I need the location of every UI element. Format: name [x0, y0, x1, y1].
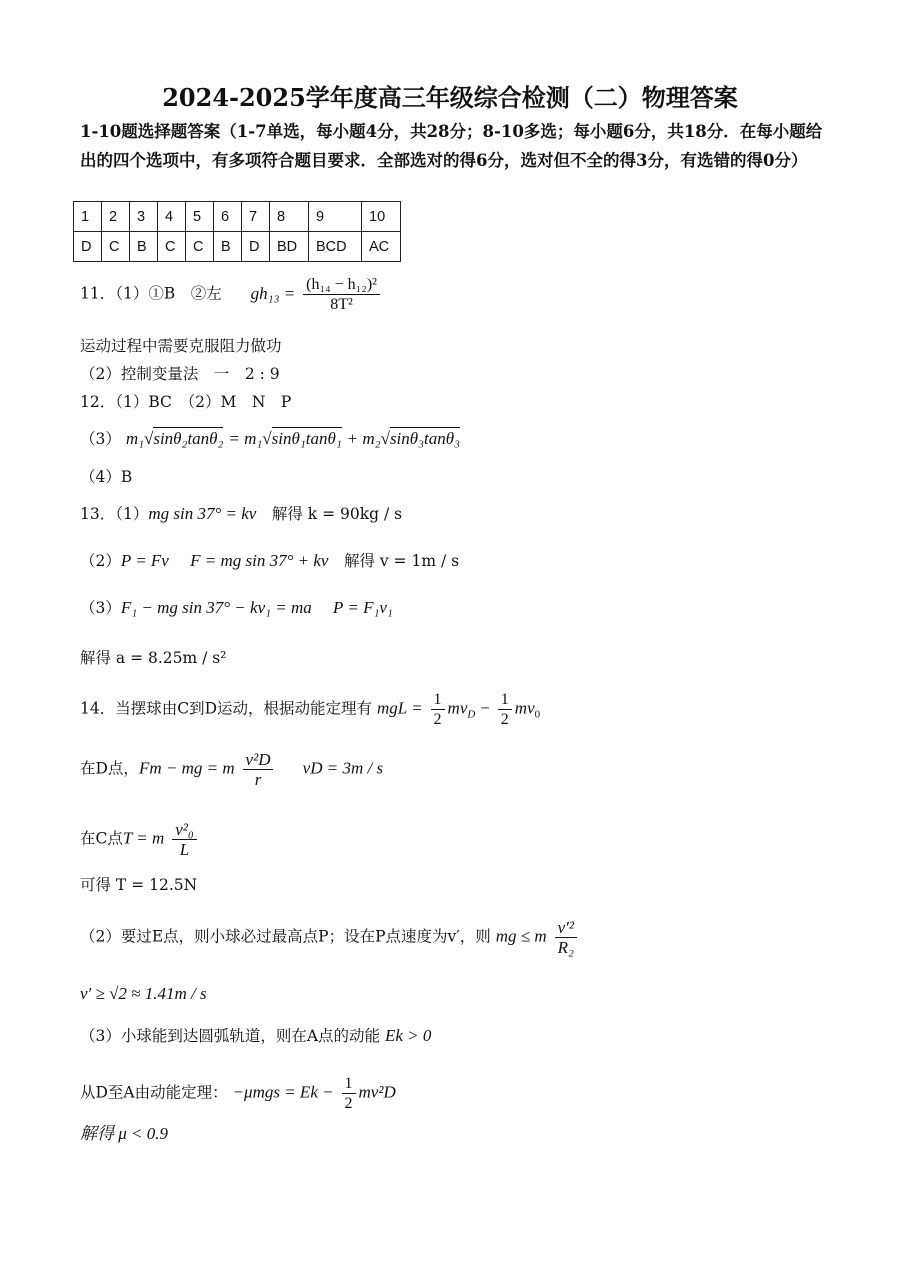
q11-label: 11．（1）①B ②左: [80, 284, 222, 303]
q12-part4: （4）B: [80, 468, 133, 486]
q14-half-fraction: [342, 1074, 356, 1113]
fraction-numerator: v²₀: [172, 820, 197, 840]
q14-part2-fraction: [555, 918, 577, 957]
q13-part1-result: 解得 k = 90kg / s: [256, 505, 403, 523]
choice-section-intro: 1-10题选择题答案（1-7单选，每小题4分，共28分；8-10多选；每小题6分，共18分．在每小题给出的四个选项中，有多项符合题目要求．全部选对的得6分，选对但不全的得3分，有选错的得0分）: [80, 122, 823, 170]
q14-part2-text: （2）要过E点，则小球必过最高点P；设在P点速度为v′，则: [80, 927, 491, 946]
q14-line2-value: vD = 3m / s: [281, 758, 384, 778]
table-cell: 1: [74, 202, 102, 232]
q14-subscript: D: [467, 708, 476, 721]
q13-part2-equation: P = Fv F = mg sin 37° + kv: [120, 551, 329, 570]
answer-table-number-row: [74, 202, 401, 232]
q14-line3-text: 在C点: [80, 829, 123, 848]
q14-part3b-tail: mv²D: [358, 1082, 396, 1102]
q14-part3: [80, 1025, 431, 1047]
q14-part3b-eq: −μmgs = Ek −: [232, 1082, 334, 1102]
fraction-numerator: 1: [342, 1074, 356, 1094]
q11-fraction-denominator: 8T²: [330, 296, 353, 313]
q14-half-fraction: [498, 690, 512, 729]
q14-line3: [80, 820, 200, 859]
q13-result: 解得 a = 8.25m / s²: [80, 649, 227, 667]
table-cell: 9: [309, 202, 362, 232]
q11-part2: （2）控制变量法 一 2 : 9: [80, 365, 280, 383]
q12-term: m₁: [125, 429, 144, 448]
q14-line2-fraction: [243, 750, 274, 789]
fraction-numerator: v²D: [243, 750, 274, 770]
table-cell: B: [214, 232, 242, 262]
table-cell: BCD: [309, 232, 362, 262]
q13-part1-equation: mg sin 37° = kv: [148, 504, 257, 523]
q14-line1-text: 14．当摆球由C到D运动，根据动能定理有: [80, 699, 373, 718]
table-cell: B: [130, 232, 158, 262]
q12-radicand: sinθ₃tanθ₃: [389, 429, 461, 448]
answer-table-answer-row: [74, 232, 401, 262]
q14-line1: [80, 690, 540, 729]
page-title: 2024-2025学年度高三年级综合检测（二）物理答案: [162, 83, 738, 112]
q14-part2-result: [80, 983, 207, 1005]
q14-term: mv: [514, 698, 535, 718]
q14-final-eq: 解得 μ < 0.9: [80, 1124, 169, 1143]
table-cell: C: [158, 232, 186, 262]
q13-part1: [80, 503, 402, 525]
q14-part3b: [80, 1074, 396, 1113]
q13-part2-label: （2）: [80, 552, 121, 570]
q12-term: = m₁: [228, 429, 263, 448]
q14-final: [80, 1123, 168, 1145]
fraction-numerator: v′²: [555, 918, 577, 938]
table-cell: 10: [362, 202, 401, 232]
q11-part1: [80, 275, 383, 314]
q14-subscript: 0: [534, 708, 541, 721]
q14-part3-eq: Ek > 0: [385, 1026, 432, 1045]
fraction-numerator: 1: [431, 690, 445, 710]
q11-fraction-numerator: (h₁₄ − h₁₂)²: [303, 275, 380, 295]
q12-part3: （3） m₁√sinθ₂tanθ₂ = m₁√sinθ₁tanθ₁ + m₂√sinθ₃tanθ₃: [80, 429, 461, 448]
fraction-denominator: R₂: [557, 938, 574, 957]
table-cell: 7: [242, 202, 270, 232]
table-cell: 3: [130, 202, 158, 232]
q13-part1-label: 13．（1）: [80, 505, 149, 523]
q12-radicand: sinθ₁tanθ₁: [271, 429, 342, 448]
q13-part2-result: 解得 v = 1m / s: [328, 552, 460, 570]
fraction-denominator: r: [254, 770, 262, 789]
q12-part3-label: （3）: [80, 430, 121, 448]
q14-part3b-text: 从D至A由动能定理：: [80, 1083, 228, 1102]
fraction-denominator: L: [179, 840, 190, 859]
q14-line1-lhs: mgL =: [376, 698, 423, 718]
table-cell: 6: [214, 202, 242, 232]
fraction-denominator: 2: [344, 1095, 353, 1112]
q13-part3-label: （3）: [80, 599, 121, 617]
q11-note: 运动过程中需要克服阻力做功: [80, 337, 282, 355]
fraction-numerator: 1: [498, 690, 512, 710]
table-cell: 4: [158, 202, 186, 232]
q13-part3: [80, 597, 393, 619]
q14-line3-fraction: [172, 820, 197, 859]
q14-part3-text: （3）小球能到达圆弧轨道，则在A点的动能: [80, 1027, 381, 1045]
q11-fraction: [303, 275, 380, 314]
q14-part2-result-eq: v′ ≥ √2 ≈ 1.41m / s: [80, 984, 207, 1003]
q14-part2-eq: mg ≤ m: [495, 926, 547, 946]
table-cell: C: [102, 232, 130, 262]
table-cell: D: [74, 232, 102, 262]
table-cell: 8: [270, 202, 309, 232]
fraction-denominator: 2: [433, 711, 442, 728]
q14-half-fraction: [431, 690, 445, 729]
q14-part2: [80, 918, 580, 957]
table-cell: D: [242, 232, 270, 262]
q12-radicand: sinθ₂tanθ₂: [153, 429, 224, 448]
q14-line3-eq: T = m: [122, 828, 165, 848]
q13-part2: [80, 550, 459, 572]
q14-line2-text: 在D点，: [80, 759, 139, 778]
q13-part3-equation: F₁ − mg sin 37° − kv₁ = ma P = F₁v₁: [120, 598, 393, 617]
table-cell: 5: [186, 202, 214, 232]
q14-line2: [80, 750, 383, 789]
fraction-denominator: 2: [500, 711, 509, 728]
q14-minus: −: [480, 698, 490, 718]
q11-lhs: gh₁₃ =: [250, 283, 296, 303]
table-cell: C: [186, 232, 214, 262]
q14-line2-eq: Fm − mg = m: [138, 758, 235, 778]
q12-part1: 12．（1）BC （2）M N P: [80, 393, 292, 411]
table-cell: AC: [362, 232, 401, 262]
table-cell: BD: [270, 232, 309, 262]
answer-table: [73, 201, 401, 262]
q14-line4: 可得 T = 12.5N: [80, 876, 198, 894]
table-cell: 2: [102, 202, 130, 232]
q14-term: mv: [447, 698, 468, 718]
q12-term: + m₂: [346, 429, 381, 448]
